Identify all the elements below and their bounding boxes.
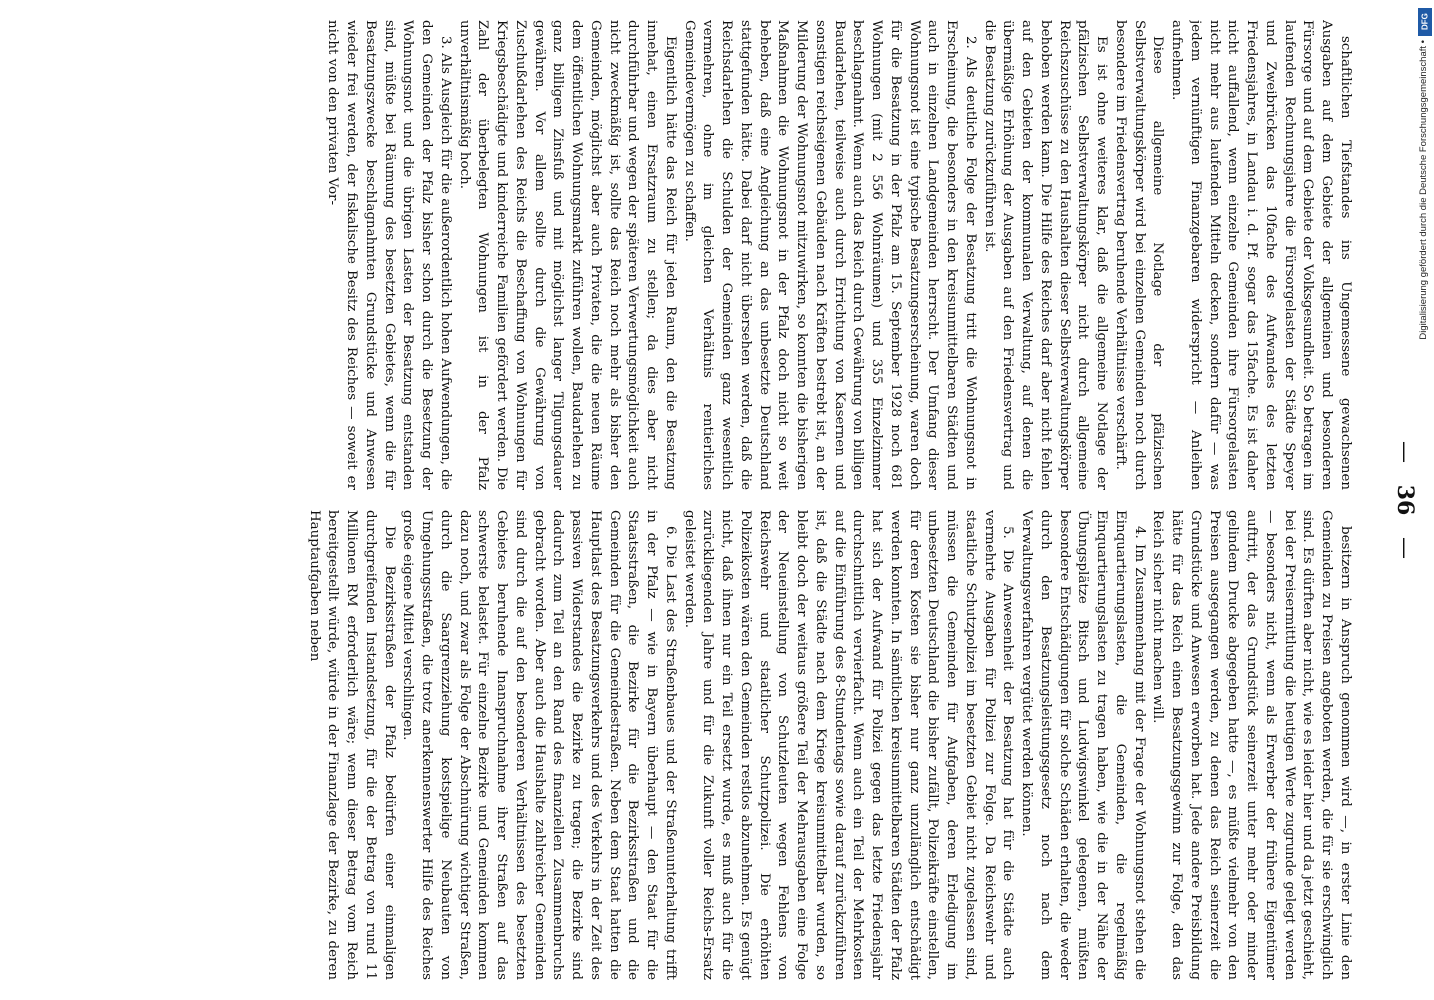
page-number: 36 [1392, 484, 1418, 516]
paragraph: Diese allgemeine Notlage der pfälzischen Selbstverwaltungskörper wird bei einzelnen Gemeinden noch durch besondere im Friedensvertrag beruhende Verhältnisse verschärft. [1113, 20, 1166, 490]
paragraph: 3. Als Ausgleich für die außerordentlich hohen Aufwendungen, die den Gemeinden der Pfalz bisher schon durch die Besetzung der Wohnungsnot und die übrigen Lasten der Besatzung entstanden sind, müßte bei Räumung des besetzten Gebietes, wenn die für Besatzungszwecke beschlagnahmten Grundstücke und Anwesen wieder frei werden, der fiskalische Besitz des Reiches — soweit er nicht von den privaten Vor- [325, 20, 453, 490]
right-text-column [179, 510, 1354, 980]
credit-text: Digitalisierung gefördert durch die Deutsche Forschungsgemeinschaft • [1418, 40, 1429, 340]
paragraph: 6. Die Last des Straßenbaues und der Straßenunterhaltung trifft in der Pfalz — wie in Bayern überhaupt — den Staat für die Staatsstraßen, die Bezirke für die Bezirksstraßen und die Gemeinden für die Gemeindestraßen. Neben dem Staat hatten die Hauptlast des Besatzungsverkehrs und des Verkehrs in der Zeit des passiven Widerstandes die Bezirke zu tragen; die Bezirke sind dadurch zum Teil an den Rand des finanziellen Zusammenbruchs gebracht worden. Aber auch die Haushalte zahlreicher Gemeinden sind durch die auf den besonderen Verhältnissen des besetzten Gebietes beruhende Inanspruchnahme ihrer Straßen auf das schwerste belastet. Für einzelne Bezirke und Gemeinden kommen dazu noch, und zwar als Folge der Abschnürung wichtiger Straßen, durch die Saargrenzziehung kostspielige Neubauten von Umgehungsstraßen, die trotz anerkennenswerter Hilfe des Reiches große eigene Mittel verschlingen. [400, 510, 678, 980]
paragraph: Die Bezirksstraßen der Pfalz bedürfen einer einmaligen durchgreifenden Instandsetzung, für die der Betrag von rund 11 Millionen RM erforderlich wäre; wenn dieser Betrag vom Reich bereitgestellt würde, würde in der Finanzlage der Bezirke, zu deren Hauptaufgaben neben [306, 510, 397, 980]
dfg-logo: DFG [1418, 8, 1432, 36]
paragraph: 5. Die Anwesenheit der Besatzung hat für die Städte auch vermehrte Ausgaben für Polizei zur Folge. Da Reichswehr und staatliche Schutzpolizei im besetzten Gebiet nicht zugelassen sind, müssen die Gemeinden für Aufgaben, deren Erledigung im unbesetzten Deutschland die bisher zufällt, Polizeikräfte einstellen, für deren Kosten sie bisher nur ganz unzulänglich entschädigt werden konnten. In sämtlichen kreisunmittelbaren Städten der Pfalz hat sich der Aufwand für Polizei gegen das letzte Friedensjahr durchschnittlich vervierfacht. Wenn auch ein Teil der Mehrkosten auf die Einführung des 8-Stundentags sowie darauf zurückzuführen ist, daß die Städte nach dem Kriege kreisunmittelbar wurden, so bleibt doch der weitaus größere Teil der Mehrausgaben eine Folge der Neueinstellung von Schutzleuten wegen Fehlens von Reichswehr und staatlicher Schutzpolizei. Die erhöhten Polizeikosten wären den Gemeinden restlos abzunehmen. Es genügt nicht, daß ihnen nur ein Teil ersetzt wurde, es muß auch für die zurückliegenden Jahre und für die Zukunft voller Reichs-Ersatz geleistet werden. [681, 510, 1016, 980]
header-dash-left: — [1392, 441, 1417, 464]
paragraph: Es ist ohne weiteres klar, daß die allgemeine Notlage der pfälzischen Selbstverwaltungskörper nicht durch allgemeine Reichszuschüsse zu den Haushalten dieser Selbstverwaltungskörper behoben werden kann. Die Hilfe des Reiches darf aber nicht fehlen auf den Gebieten der kommunalen Verwaltung, auf denen die übermäßige Erhöhung der Ausgaben auf den Friedensvertrag und die Besatzung zurückzuführen ist. [981, 20, 1110, 490]
left-text-column [179, 20, 1354, 490]
document-page [100, 0, 1420, 1000]
digitization-credit [1416, 8, 1432, 992]
paragraph: 4. Im Zusammenhang mit der Frage der Wohnungsnot stehen die Einquartierungslasten, die Gemeinden, die regelmäßig Einquartierungslasten zu tragen haben, wie die in der Nähe der Übungsplätze Bitsch und Ludwigswinkel gelegenen, müßten besondere Entschädigungen für solche Schäden erhalten, die weder durch den Besatzungsleistungsgesetz noch nach dem Verwaltungsverfahren vergütet werden können. [1019, 510, 1147, 980]
paragraph: schaftlichen Tiefstandes ins Ungemessene gewachsenen Ausgaben auf dem Gebiete der allgemeinen und besonderen Fürsorge und auf dem Gebiete der Volksgesundheit. So betragen im laufenden Rechnungsjahre die Fürsorgelasten der Städte Speyer und Zweibrücken das 10fache des Aufwandes des letzten Friedensjahres, in Landau i. d. Pf. sogar das 15fache. Es ist daher nicht auffallend, wenn einzelne Gemeinden ihre Fürsorgelasten nicht mehr aus laufenden Mitteln decken, sondern dafür — was jedem vernünftigen Finanzgebaren widerspricht — Anleihen aufnehmen. [1169, 20, 1353, 490]
header-dash-right: — [1392, 536, 1417, 559]
paragraph: besitzern in Anspruch genommen wird —, in erster Linie den Gemeinden zu Preisen angeboten werden, die für sie erschwinglich sind. Es dürften aber nicht, wie es leider hier und da jetzt geschieht, bei der Preisermittlung die heutigen Werte zugrunde gelegt werden — besonders nicht, wenn als Erwerber der frühere Eigentümer auftritt, der das Grundstück seinerzeit unter mehr oder minder gelindem Drucke abgegeben hatte —, es müßte vielmehr von den Preisen ausgegangen werden, zu denen das Reich seinerzeit die Grundstücke und Anwesen erworben hat. Jede andere Preisbildung hätte für das Reich einen Besatzungsgewinn zur Folge, den das Reich sicher nicht machen will. [1150, 510, 1353, 980]
paragraph: 2. Als deutliche Folge der Besatzung tritt die Wohnungsnot in Erscheinung, die besonders in den kreisunmittelbaren Städten und auch in einzelnen Landgemeinden herrscht. Der Umfang dieser Wohnungsnot ist eine typische Besatzungserscheinung, waren doch für die Besatzung in der Pfalz am 15. September 1928 noch 681 Wohnungen (mit 2 556 Wohnräumen) und 355 Einzelzimmer beschlagnahmt. Wenn auch das Reich durch Gewährung von billigen Baudarlehen, teilweise auch durch Errichtung von Kasernen und sonstigen reichseigenen Gebäuden nach Kräften bestrebt ist, an der Milderung der Wohnungsnot mitzuwirken, so konnten die bisherigen Maßnahmen die Wohnungsnot in der Pfalz doch nicht so weit beheben, daß eine Angleichung an das unbesetzte Deutschland stattgefunden hätte. Dabei darf nicht übersehen werden, daß die Reichsdarlehen die Schulden der Gemeinden ganz wesentlich vermehren, ohne im gleichen Verhältnis rentierliches Gemeindevermögen zu schaffen. [681, 20, 978, 490]
paragraph: Eigentlich hätte das Reich für jeden Raum, den die Besatzung innehat, einen Ersatzraum zu stellen; da dies aber nicht durchführbar und wegen der späteren Verwertungsmöglichkeit auch nicht zweckmäßig ist, sollte das Reich noch mehr als bisher den Gemeinden, möglichst aber auch Privaten, die die neuen Räume dem öffentlichen Wohnungsmarkt zuführen wollen, Baudarlehen zu ganz billigem Zinsfuß und mit möglichst langer Tilgungsdauer gewähren. Vor allem sollte durch die Gewährung von Zuschußdarlehen des Reichs die Beschaffung von Wohnungen für Kriegsbeschädigte und kinderreiche Familien gefördert werden. Die Zahl der überbelegten Wohnungen ist in der Pfalz unverhältnismäßig hoch. [456, 20, 678, 490]
